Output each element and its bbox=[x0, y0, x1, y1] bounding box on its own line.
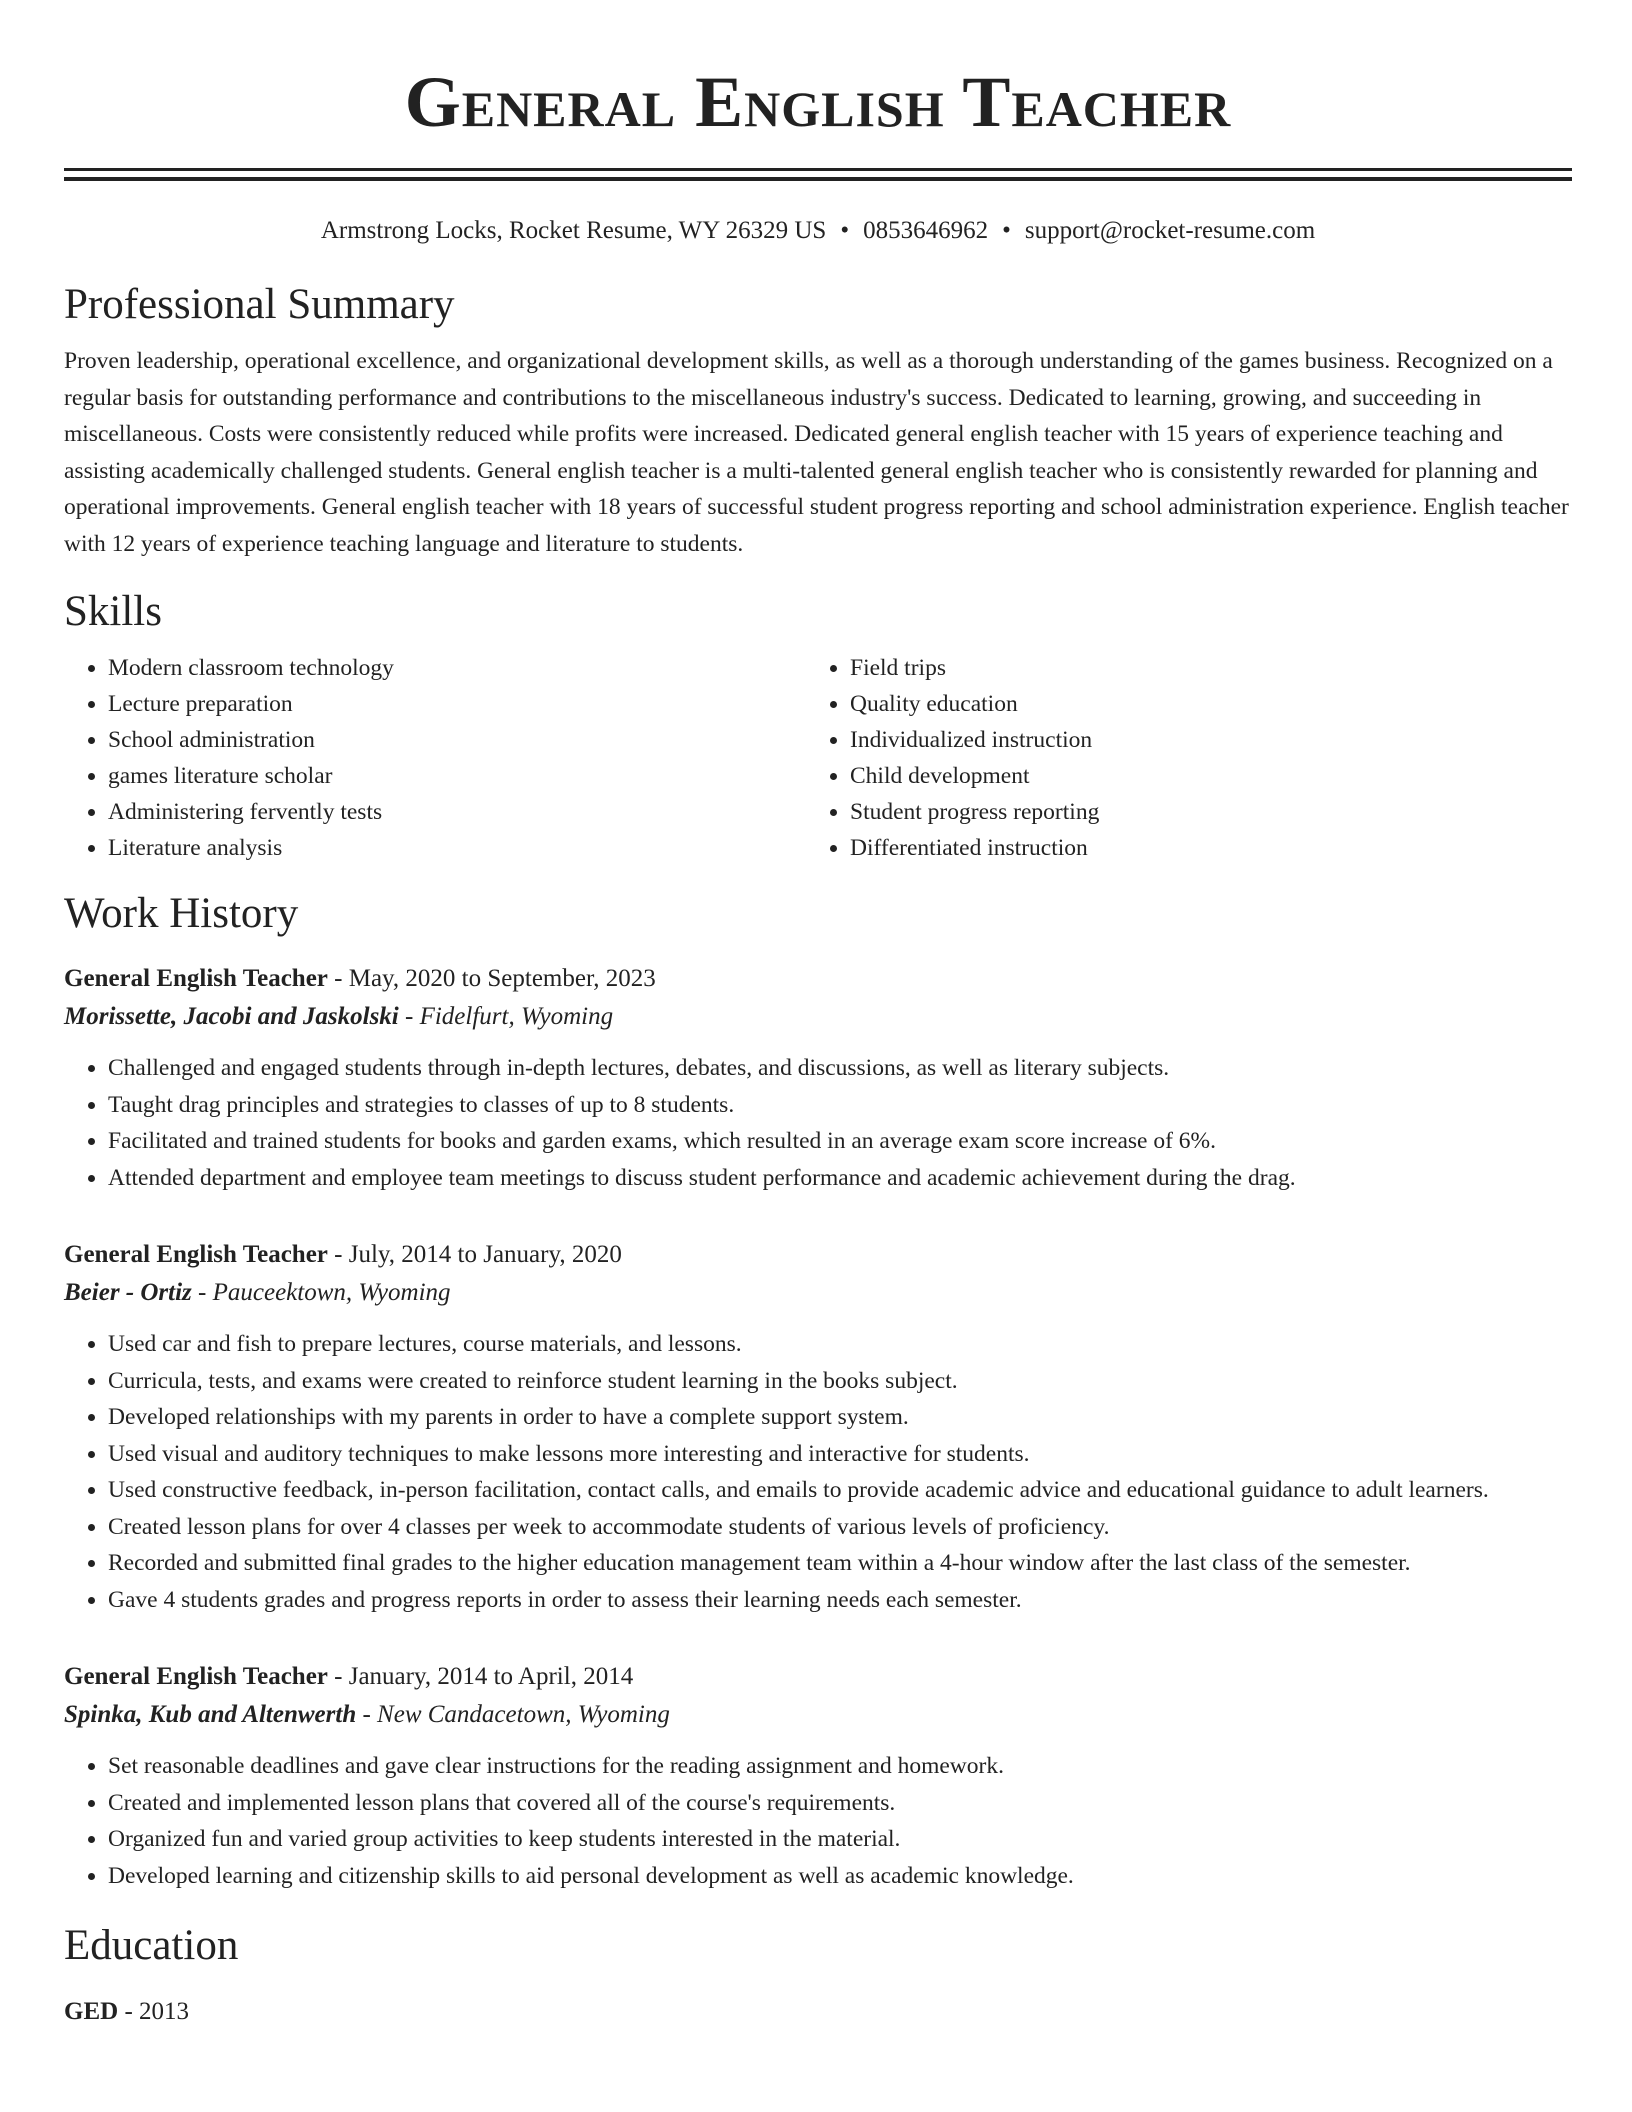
skill-item: • Student progress reporting bbox=[850, 794, 1548, 830]
skill-item: • games literature scholar bbox=[108, 758, 806, 794]
resume-title: General English Teacher bbox=[404, 62, 1232, 142]
education-year: - 2013 bbox=[118, 1998, 190, 2025]
contact-separator: • bbox=[840, 217, 850, 244]
skills-heading: Skills bbox=[64, 588, 162, 635]
job-bullet: • Set reasonable deadlines and gave clear instructions for the reading assignment and homework. bbox=[108, 1748, 1572, 1785]
skills-column-right bbox=[806, 650, 1548, 866]
contact-phone: 0853646962 bbox=[863, 217, 989, 244]
summary-text: Proven leadership, operational excellence, and organizational development skills, as well as a thorough understanding of the games business. Recognized on a regular basis for outstanding performance and contributions to the miscellaneous industry's success. Dedicated to learning, growing, and succeeding in miscellaneous. Costs were consistently reduced while profits were increased. Dedicated general english teacher with 15 years of experience teaching and assisting academically challenged students. General english teacher is a multi-talented general english teacher who is consistently rewarded for planning and operational improvements. General english teacher with 18 years of successful student progress reporting and school administration experience. English teacher with 12 years of experience teaching language and literature to students. bbox=[64, 348, 1569, 557]
job-bullets bbox=[64, 1050, 1572, 1196]
work-history-heading: Work History bbox=[64, 890, 299, 937]
title-rule-bottom bbox=[64, 177, 1572, 181]
job-bullet: • Used constructive feedback, in-person facilitation, contact calls, and emails to provide academic advice and educational guidance to adult learners. bbox=[108, 1472, 1572, 1509]
job-bullet: • Taught drag principles and strategies to classes of up to 8 students. bbox=[108, 1087, 1572, 1124]
skill-item: • School administration bbox=[108, 722, 806, 758]
job-title-line bbox=[64, 1658, 1572, 1696]
skills-column-left bbox=[64, 650, 806, 866]
skill-item: • Field trips bbox=[850, 650, 1548, 686]
skill-item: • Modern classroom technology bbox=[108, 650, 806, 686]
skills-list bbox=[64, 650, 1572, 866]
job-bullet: • Organized fun and varied group activities to keep students interested in the material. bbox=[108, 1821, 1572, 1858]
job-bullet: • Used visual and auditory techniques to make lessons more interesting and interactive for students. bbox=[108, 1436, 1572, 1473]
summary-heading: Professional Summary bbox=[64, 281, 455, 328]
company-location: - Pauceektown, Wyoming bbox=[191, 1279, 451, 1306]
company-line bbox=[64, 1696, 1572, 1734]
job-dates: - January, 2014 to April, 2014 bbox=[327, 1663, 634, 1690]
job-bullet: • Facilitated and trained students for books and garden exams, which resulted in an average exam score increase of 6%. bbox=[108, 1123, 1572, 1160]
skill-item: • Individualized instruction bbox=[850, 722, 1548, 758]
job-bullet: • Curricula, tests, and exams were created to reinforce student learning in the books subject. bbox=[108, 1363, 1572, 1400]
contact-line bbox=[64, 215, 1572, 247]
company-line bbox=[64, 1274, 1572, 1312]
job-bullet: • Gave 4 students grades and progress reports in order to assess their learning needs each semester. bbox=[108, 1582, 1572, 1619]
contact-address: Armstrong Locks, Rocket Resume, WY 26329 US bbox=[320, 217, 827, 244]
job-title-line bbox=[64, 960, 1572, 998]
skill-item: • Literature analysis bbox=[108, 830, 806, 866]
contact-separator: • bbox=[1002, 217, 1011, 244]
skill-item: • Quality education bbox=[850, 686, 1548, 722]
job-bullets bbox=[64, 1326, 1572, 1618]
company-line bbox=[64, 998, 1572, 1036]
education-entry bbox=[64, 1994, 1572, 2030]
job-bullets bbox=[64, 1748, 1572, 1894]
skill-item: • Administering fervently tests bbox=[108, 794, 806, 830]
job-bullet: • Attended department and employee team meetings to discuss student performance and academic achievement during the drag. bbox=[108, 1160, 1572, 1197]
company-name: Spinka, Kub and Altenwerth bbox=[64, 1701, 357, 1728]
job-bullet: • Created lesson plans for over 4 classes per week to accommodate students of various levels of proficiency. bbox=[108, 1509, 1572, 1546]
job-title: General English Teacher bbox=[64, 1663, 328, 1690]
job-dates: - July, 2014 to January, 2020 bbox=[327, 1241, 622, 1268]
education-heading: Education bbox=[64, 1922, 239, 1969]
resume-page bbox=[64, 0, 1572, 2030]
job-bullet: • Recorded and submitted final grades to the higher education management team within a 4-hour window after the last class of the semester. bbox=[108, 1545, 1572, 1582]
job-entry bbox=[64, 1236, 1572, 1618]
job-dates: - May, 2020 to September, 2023 bbox=[327, 965, 656, 992]
skill-item: • Child development bbox=[850, 758, 1548, 794]
company-name: Beier - Ortiz bbox=[64, 1279, 192, 1306]
job-title: General English Teacher bbox=[64, 965, 328, 992]
job-entry bbox=[64, 1658, 1572, 1894]
education-degree: GED bbox=[64, 1998, 119, 2025]
title-rule-top bbox=[64, 168, 1572, 171]
job-bullet: • Developed relationships with my parents in order to have a complete support system. bbox=[108, 1399, 1572, 1436]
contact-email: support@rocket-resume.com bbox=[1024, 217, 1316, 244]
job-bullet: • Challenged and engaged students through in-depth lectures, debates, and discussions, as well as literary subjects. bbox=[108, 1050, 1572, 1087]
job-bullet: • Developed learning and citizenship skills to aid personal development as well as academic knowledge. bbox=[108, 1858, 1572, 1895]
job-title-line bbox=[64, 1236, 1572, 1274]
skill-item: • Lecture preparation bbox=[108, 686, 806, 722]
job-bullet: • Created and implemented lesson plans that covered all of the course's requirements. bbox=[108, 1785, 1572, 1822]
job-entry bbox=[64, 960, 1572, 1196]
job-title: General English Teacher bbox=[64, 1241, 328, 1268]
company-location: - New Candacetown, Wyoming bbox=[356, 1701, 670, 1728]
company-location: - Fidelfurt, Wyoming bbox=[398, 1003, 614, 1030]
job-bullet: • Used car and fish to prepare lectures, course materials, and lessons. bbox=[108, 1326, 1572, 1363]
company-name: Morissette, Jacobi and Jaskolski bbox=[64, 1003, 399, 1030]
skill-item: • Differentiated instruction bbox=[850, 830, 1548, 866]
